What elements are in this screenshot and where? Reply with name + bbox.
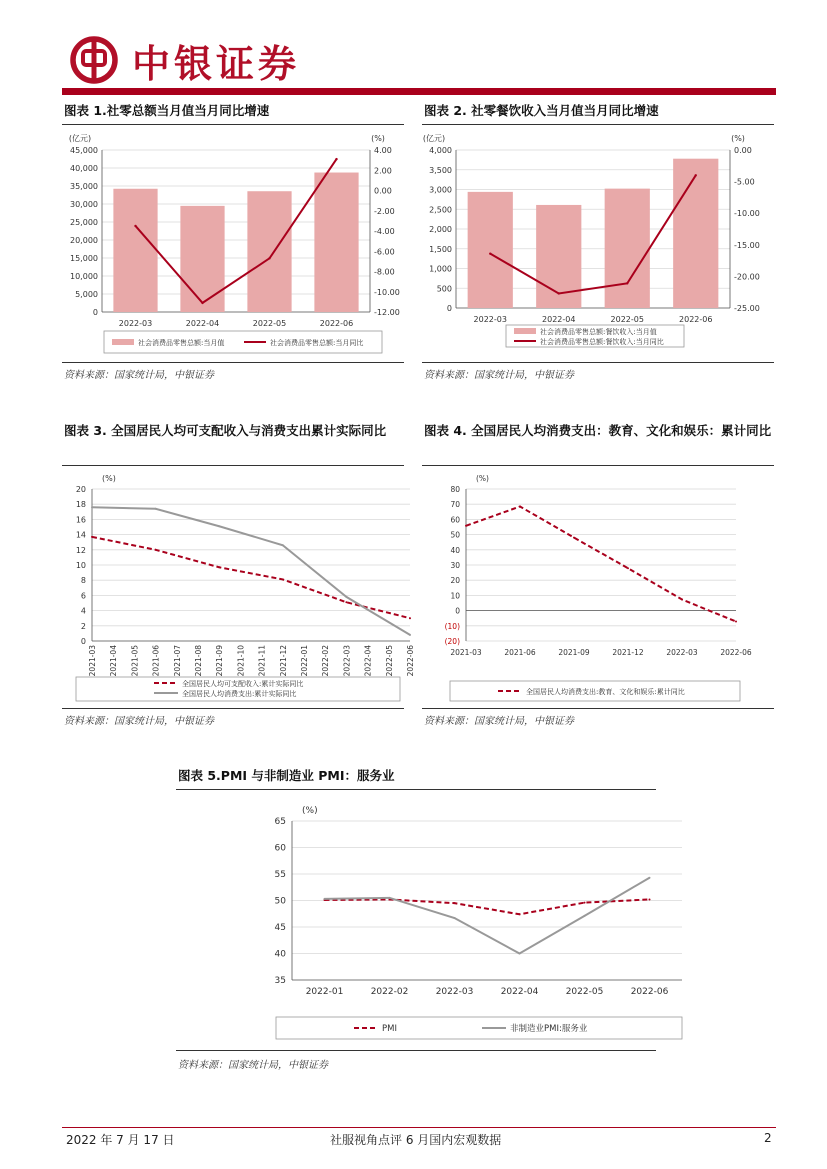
fig2-legend-label: 社会消费品零售总额:餐饮收入:当月同比 [540,338,664,346]
fig2-source: 资料来源：国家统计局，中银证券 [424,370,574,381]
fig5-data-point [454,902,456,904]
fig2-left-tick-label: 2,500 [429,205,452,215]
fig5-y-tick-label: 55 [274,870,286,880]
fig2-left-tick-label: 500 [436,284,452,294]
fig3-category-label: 2022-04 [363,645,373,677]
fig1-left-tick-label: 30,000 [70,200,98,209]
fig3-y-tick-label: 20 [75,485,86,494]
fig2-bar [605,189,650,308]
fig2-left-tick-label: 2,000 [429,225,452,234]
fig3-data-point [409,617,411,619]
fig2-title: 图表 2. 社零餐饮收入当月值当月同比增速 [424,103,659,118]
fig5-y-tick-label: 40 [274,949,286,960]
fig3-data-point [409,634,411,636]
fig2-chart [422,126,774,360]
fig5-data-point [649,877,651,879]
fig5-y-tick-label: 35 [274,976,286,986]
fig4-source: 资料来源：国家统计局，中银证券 [424,716,574,727]
fig3-y-tick-label: 10 [75,561,86,570]
fig1-bar [247,191,291,312]
fig4-rule [422,465,774,466]
fig1-right-tick-label: -6.00 [374,247,395,257]
fig4-category-label: 2022-06 [720,648,752,657]
fig3-category-label: 2021-07 [172,645,182,677]
fig3-data-point [155,549,157,551]
fig2-left-tick-label: 1,500 [429,244,452,254]
fig1-right-tick-label: 0.00 [374,186,392,196]
fig4-unit-label: (%) [476,474,489,483]
fig2-right-tick-label: -25.00 [734,304,760,313]
fig2-line-point [489,252,491,254]
fig5-category-label: 2022-01 [305,987,344,997]
fig1-category-label: 2022-03 [118,319,153,328]
fig5-data-point [519,953,521,955]
fig1-rule-bottom [62,362,404,363]
fig1-right-tick-label: 4.00 [374,146,392,155]
fig4-data-point [681,599,683,601]
fig5-category-label: 2022-02 [370,987,409,997]
bank-of-china-logo-icon [70,36,118,84]
fig3-legend-label: 全国居民人均消费支出:累计实际同比 [182,690,297,698]
fig4-line-series [466,506,736,621]
fig4-category-label: 2022-03 [666,648,698,657]
page-number: 2 [764,1131,772,1145]
fig1-bar [180,206,224,312]
fig4-category-label: 2021-12 [612,648,644,657]
fig2-bar [468,192,513,308]
fig2-left-unit: (亿元) [422,134,446,143]
fig3-category-label: 2021-05 [130,645,140,677]
fig3-y-tick-label: 0 [80,637,86,646]
fig1-right-tick-label: -8.00 [374,267,395,277]
fig5-y-tick-label: 60 [274,843,286,854]
fig5-legend-label: PMI [382,1024,397,1034]
fig5-data-point [649,898,651,900]
fig1-right-tick-label: -2.00 [374,206,395,216]
fig5-legend-box [276,1017,682,1039]
fig4-chart [422,467,774,707]
fig1-right-tick-label: -10.00 [374,287,400,297]
fig3-source: 资料来源：国家统计局，中银证券 [64,716,214,727]
fig3-category-label: 2022-06 [406,645,415,677]
fig1-category-label: 2022-06 [319,319,354,328]
fig3-category-label: 2021-04 [109,645,119,677]
fig3-category-label: 2022-05 [384,645,394,677]
fig2-left-tick-label: 4,000 [429,146,452,155]
fig3-y-tick-label: 12 [75,545,86,555]
fig2-line-series [490,175,696,293]
fig2-rule [422,124,774,125]
fig1-line-point [201,302,203,304]
fig1-line-point [134,225,136,227]
fig5-rule [176,789,656,790]
fig4-data-point [627,567,629,569]
fig3-category-label: 2022-03 [342,645,352,677]
fig5-chart [250,795,690,1045]
fig5-title: 图表 5.PMI 与非制造业 PMI：服务业 [178,768,395,783]
fig1-title: 图表 1.社零总额当月值当月同比增速 [64,103,270,118]
fig1-right-unit: (%) [371,134,385,143]
brand-logo [70,34,300,86]
fig3-category-label: 2021-06 [151,645,161,677]
fig1-left-tick-label: 15,000 [70,254,98,263]
fig5-category-label: 2022-06 [630,987,669,997]
fig5-data-point [389,897,391,899]
fig4-y-tick-label: 10 [450,591,460,601]
fig1-left-tick-label: 40,000 [70,164,98,173]
fig3-data-point [155,508,157,510]
fig4-y-tick-label: 0 [455,606,460,616]
fig1-legend-label: 社会消费品零售总额:当月值 [138,339,225,347]
fig2-legend-swatch [514,328,536,334]
fig1-right-tick-label: 2.00 [374,166,392,176]
fig2-category-label: 2022-06 [679,315,713,324]
fig1-right-tick-label: -12.00 [374,308,400,317]
fig2-category-label: 2022-03 [473,315,507,324]
fig2-category-label: 2022-05 [610,315,644,324]
fig2-right-tick-label: -15.00 [734,240,760,250]
fig3-category-label: 2021-10 [236,645,246,677]
fig4-y-tick-label: (10) [444,621,460,631]
fig5-y-tick-label: 65 [274,817,286,827]
fig1-category-label: 2022-04 [185,319,220,328]
fig1-left-tick-label: 45,000 [70,146,98,155]
fig3-legend-label: 全国居民人均可支配收入:累计实际同比 [182,680,304,688]
fig2-line-point [626,282,628,284]
fig1-category-label: 2022-05 [252,319,287,328]
fig1-source: 资料来源：国家统计局，中银证券 [64,370,214,381]
fig1-left-unit: (亿元) [68,134,92,143]
fig4-title: 图表 4. 全国居民人均消费支出：教育、文化和娱乐：累计同比 [424,423,772,438]
fig1-chart [62,126,404,360]
fig3-data-point [91,536,93,538]
fig2-bar [673,159,718,308]
fig3-category-label: 2021-12 [278,645,288,677]
fig4-legend-label: 全国居民人均消费支出:教育、文化和娱乐:累计同比 [526,688,685,696]
fig3-y-tick-label: 6 [80,591,86,601]
fig1-line-series [136,159,337,303]
footer-rule [62,1127,776,1128]
fig1-left-tick-label: 10,000 [70,272,98,281]
fig2-line-point [558,292,560,294]
fig4-data-point [519,505,521,507]
fig4-data-point [735,621,737,623]
fig5-source: 资料来源：国家统计局，中银证券 [178,1060,328,1071]
fig5-category-label: 2022-03 [435,987,474,997]
fig1-left-tick-label: 20,000 [70,236,98,245]
fig3-y-tick-label: 8 [80,576,86,586]
fig4-y-tick-label: 20 [450,576,460,586]
fig4-data-point [573,537,575,539]
fig2-right-unit: (%) [731,134,745,143]
fig4-category-label: 2021-09 [558,648,590,657]
fig3-category-label: 2021-08 [194,645,203,677]
fig2-right-tick-label: -10.00 [734,209,760,219]
footer-date: 2022 年 7 月 17 日 [66,1133,175,1147]
fig1-line-point [268,257,270,259]
fig5-y-tick-label: 50 [274,896,286,907]
fig4-y-tick-label: 80 [450,485,460,494]
fig4-y-tick-label: (20) [444,637,460,646]
fig2-left-tick-label: 3,000 [429,185,452,195]
fig1-rule [62,124,404,125]
fig2-right-tick-label: 0.00 [734,146,752,155]
fig4-category-label: 2021-03 [450,648,482,657]
fig4-rule-bottom [422,708,774,709]
fig1-left-tick-label: 5,000 [75,290,98,299]
fig3-category-label: 2022-01 [300,645,309,677]
footer-report-title: 社服视角点评 6 月国内宏观数据 [330,1133,502,1147]
fig2-left-tick-label: 1,000 [429,264,452,274]
fig5-y-tick-label: 45 [274,923,286,933]
fig3-data-point [345,596,347,598]
fig5-unit-label: (%) [302,806,318,816]
fig3-data-point [218,566,220,568]
fig2-right-tick-label: -20.00 [734,272,760,282]
fig4-category-label: 2021-06 [504,648,536,657]
fig1-bar [314,173,358,312]
fig1-left-tick-label: 25,000 [70,218,98,227]
fig3-y-tick-label: 16 [75,515,86,525]
fig2-line-point [695,174,697,176]
fig4-data-point [465,525,467,527]
fig2-right-tick-label: -5.00 [734,177,755,187]
fig3-data-point [345,601,347,603]
fig4-y-tick-label: 30 [450,561,460,570]
fig3-rule-bottom [62,708,404,709]
fig5-rule-bottom [176,1050,656,1051]
fig1-legend-label: 社会消费品零售总额:当月同比 [270,339,364,347]
fig5-data-point [324,898,326,900]
fig3-line-series [92,507,410,635]
fig3-y-tick-label: 18 [75,500,86,510]
fig1-legend-swatch [112,339,134,345]
fig3-category-label: 2022-02 [321,645,331,677]
brand-name: 中银证券 [132,40,301,86]
fig3-rule [62,465,404,466]
fig3-data-point [218,525,220,527]
fig3-unit-label: (%) [102,474,116,483]
fig2-category-label: 2022-04 [542,315,576,324]
header-bar [62,88,776,95]
fig2-rule-bottom [422,362,774,363]
fig2-left-tick-label: 0 [446,304,452,313]
fig3-data-point [91,506,93,508]
fig5-category-label: 2022-05 [565,987,604,997]
fig5-line-series [325,878,650,954]
fig4-y-tick-label: 70 [450,500,460,510]
fig3-category-label: 2021-11 [257,645,267,677]
fig3-category-label: 2021-03 [88,645,97,677]
fig2-left-tick-label: 3,500 [429,165,452,175]
fig3-title: 图表 3. 全国居民人均可支配收入与消费支出累计实际同比 [64,423,387,438]
fig1-left-tick-label: 0 [92,308,98,317]
fig3-data-point [282,578,284,580]
fig5-data-point [454,917,456,919]
fig4-y-tick-label: 50 [450,530,460,540]
fig3-data-point [282,544,284,546]
fig3-chart [62,467,415,707]
fig2-legend-label: 社会消费品零售总额:餐饮收入:当月值 [540,328,657,336]
fig3-category-label: 2021-09 [215,645,225,677]
fig5-category-label: 2022-04 [500,987,539,997]
fig5-data-point [584,902,586,904]
fig1-line-point [335,158,337,160]
fig5-data-point [519,913,521,915]
fig4-y-tick-label: 60 [450,515,460,525]
fig3-y-tick-label: 4 [80,606,86,616]
fig1-left-tick-label: 35,000 [70,182,98,191]
fig5-legend-label: 非制造业PMI:服务业 [510,1024,588,1034]
fig4-y-tick-label: 40 [450,545,460,555]
fig5-data-point [584,915,586,917]
fig3-y-tick-label: 2 [80,621,86,631]
fig1-right-tick-label: -4.00 [374,227,395,236]
fig3-y-tick-label: 14 [75,530,86,540]
fig1-bar [113,189,157,312]
